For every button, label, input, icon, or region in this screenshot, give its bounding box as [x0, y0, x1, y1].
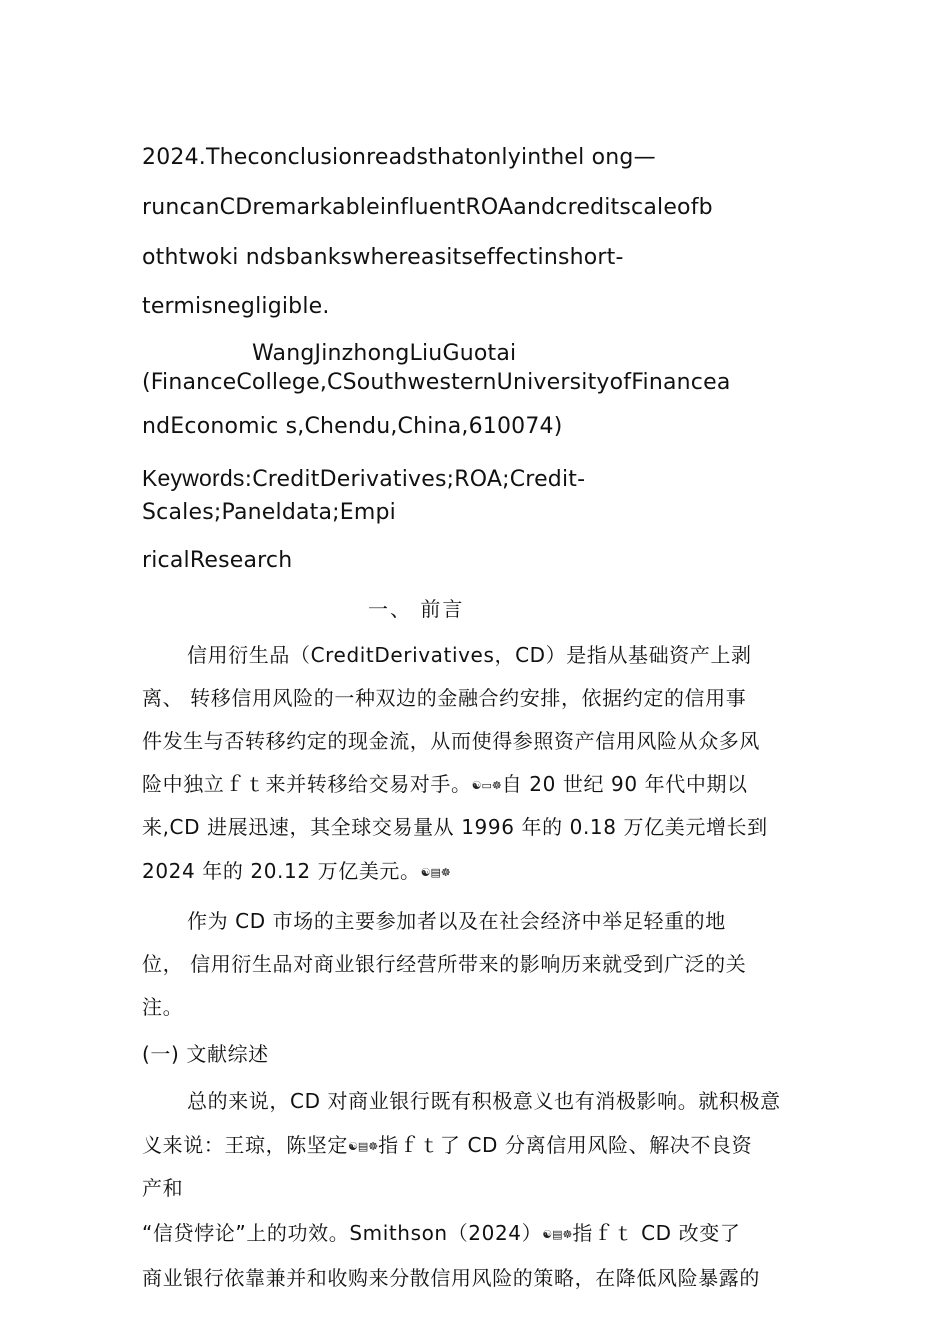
para1-line-6a: 2024 年的 20.12 万亿美元。	[142, 859, 421, 883]
para3-line-4b: 指ｆｔ CD 改变了	[572, 1221, 741, 1245]
para1-line-5: 来,CD 进展迅速，其全球交易量从 1996 年的 0.18 万亿美元增长到	[142, 815, 768, 839]
para3-line-2	[142, 1131, 752, 1161]
citation-mark: ☯▤☸	[542, 1228, 573, 1241]
abstract-line-2: runcanCDremarkableinfluentROAandcreditscaleofb	[142, 195, 713, 220]
keywords-label: Keywords	[142, 465, 245, 491]
abstract-line-1: 2024.Theconclusionreadsthatonlyinthel ong—	[142, 145, 656, 170]
para2-line-1: 作为 CD 市场的主要参加者以及在社会经济中举足轻重的地	[187, 909, 726, 933]
para1-line-2: 离、 转移信用风险的一种双边的金融合约安排，依据约定的信用事	[142, 686, 747, 710]
para3-line-3: 产和	[142, 1176, 184, 1200]
para1-line-4a: 险中独立ｆｔ来并转移给交易对手。	[142, 772, 472, 796]
citation-mark: ☯▤☸	[420, 866, 451, 879]
keywords-text-1: :CreditDerivatives;ROA;Credit-	[244, 467, 586, 492]
citation-mark: ☯▤☸	[348, 1140, 379, 1153]
para3-line-4a: “信贷悖论”上的功效。Smithson（2024）	[142, 1221, 543, 1245]
section-heading: 一、 前言	[368, 597, 465, 621]
para3-line-2a: 义来说：王琼，陈坚定	[142, 1133, 348, 1157]
para1-line-4	[142, 770, 748, 800]
abstract-line-4: termisnegligible.	[142, 294, 330, 319]
para3-line-5: 商业银行依靠兼并和收购来分散信用风险的策略，在降低风险暴露的	[142, 1266, 760, 1290]
affiliation-line-2: ndEconomic s,Chendu,China,610074)	[142, 414, 563, 439]
keywords-line-1	[142, 464, 585, 494]
citation-mark: ☯▭☸	[471, 779, 502, 792]
para1-line-3: 件发生与否转移约定的现金流，从而使得参照资产信用风险从众多风	[142, 729, 760, 753]
subheading: (一) 文献综述	[142, 1042, 269, 1066]
para3-line-1: 总的来说，CD 对商业银行既有积极意义也有消极影响。就积极意	[187, 1089, 781, 1113]
para1-line-1: 信用衍生品（CreditDerivatives，CD）是指从基础资产上剥	[187, 643, 752, 667]
para3-line-4	[142, 1219, 740, 1249]
para1-line-4b: 自 20 世纪 90 年代中期以	[501, 772, 748, 796]
para1-line-6	[142, 857, 451, 887]
para2-line-2: 位， 信用衍生品对商业银行经营所带来的影响历来就受到广泛的关	[142, 952, 747, 976]
keywords-line-3: ricalResearch	[142, 548, 293, 573]
abstract-line-3: othtwoki ndsbankswhereasitseffectinshort-	[142, 245, 624, 270]
keywords-line-2: Scales;Paneldata;Empi	[142, 500, 396, 525]
authors: WangJinzhongLiuGuotai	[252, 341, 517, 366]
para2-line-3: 注。	[142, 995, 184, 1019]
affiliation-line-1: (FinanceCollege,CSouthwesternUniversityofFinancea	[142, 370, 731, 395]
para3-line-2b: 指ｆｔ了 CD 分离信用风险、解决不良资	[378, 1133, 753, 1157]
